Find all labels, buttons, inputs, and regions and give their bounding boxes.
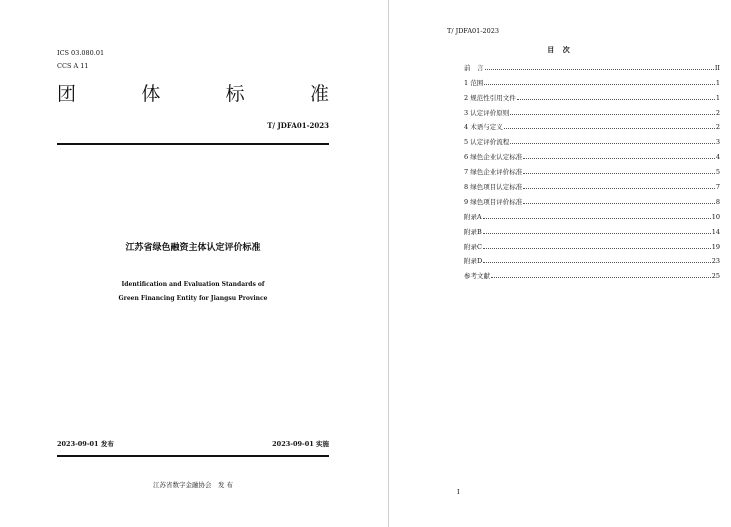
toc-entry[interactable] xyxy=(464,251,720,266)
publisher: 江苏省数字金融协会 发 布 xyxy=(152,481,234,489)
toc-entry[interactable] xyxy=(464,131,720,146)
toc-leader xyxy=(523,173,715,174)
toc-entry-page: 7 xyxy=(715,183,720,192)
toc-entry-label: 4 术语与定义 xyxy=(464,123,503,132)
table-of-contents xyxy=(464,57,720,280)
toc-entry[interactable] xyxy=(464,161,720,176)
toc-entry[interactable] xyxy=(464,57,720,72)
standard-number: T/ JDFA01-2023 xyxy=(267,121,329,130)
toc-entry-label: 附录B xyxy=(464,227,482,236)
toc-leader xyxy=(483,218,711,219)
toc-entry[interactable] xyxy=(464,265,720,280)
toc-leader xyxy=(510,143,715,144)
toc-leader xyxy=(485,69,714,70)
toc-entry-page: II xyxy=(714,63,720,72)
toc-entry-label: 2 规范性引用文件 xyxy=(464,93,516,102)
toc-entry[interactable] xyxy=(464,191,720,206)
document-type-char: 标 xyxy=(225,83,245,105)
toc-leader xyxy=(504,128,715,129)
toc-entry-label: 3 认定评价原则 xyxy=(464,108,510,117)
toc-title: 目 次 xyxy=(547,46,573,54)
document-type-heading xyxy=(57,79,329,106)
toc-leader xyxy=(483,233,711,234)
implement-date: 2023-09-01 实施 xyxy=(272,440,329,448)
top-rule xyxy=(57,143,329,145)
toc-entry-page: 10 xyxy=(711,212,720,221)
toc-entry-label: 9 绿色项目评价标准 xyxy=(464,197,523,206)
toc-leader xyxy=(523,203,715,204)
toc-entry[interactable] xyxy=(464,117,720,132)
toc-leader xyxy=(523,158,715,159)
title-english-line: Identification and Evaluation Standards of xyxy=(121,281,265,288)
toc-leader xyxy=(523,188,715,189)
toc-entry[interactable] xyxy=(464,221,720,236)
toc-entry-label: 1 范围 xyxy=(464,78,484,87)
toc-entry-page: 1 xyxy=(715,93,720,102)
toc-leader xyxy=(483,248,711,249)
toc-entry-label: 6 绿色企业认定标准 xyxy=(464,153,523,162)
toc-entry-page: 19 xyxy=(711,242,720,251)
publish-date: 2023-09-01 发布 xyxy=(57,440,114,448)
toc-leader xyxy=(517,99,715,100)
ics-code: ICS 03.080.01 xyxy=(57,49,105,57)
toc-entry-label: 附录A xyxy=(464,212,482,221)
toc-entry-label: 参考文献 xyxy=(464,272,490,281)
bottom-rule xyxy=(57,455,329,457)
document-type-char: 团 xyxy=(57,83,77,105)
toc-entry-page: 2 xyxy=(715,123,720,132)
toc-entry[interactable] xyxy=(464,72,720,87)
toc-page xyxy=(389,0,731,527)
toc-entry[interactable] xyxy=(464,146,720,161)
toc-entry-page: 3 xyxy=(715,138,720,147)
page-number: I xyxy=(457,488,460,496)
toc-entry[interactable] xyxy=(464,236,720,251)
title-english-line: Green Financing Entity for Jiangsu Province xyxy=(118,295,268,302)
toc-entry[interactable] xyxy=(464,87,720,102)
toc-entry[interactable] xyxy=(464,102,720,117)
running-header: T/ JDFA01-2023 xyxy=(447,27,500,35)
toc-entry-label: 附录C xyxy=(464,242,482,251)
ccs-code: CCS A 11 xyxy=(57,62,89,70)
title-english xyxy=(57,278,329,306)
toc-leader xyxy=(483,262,711,263)
toc-entry-label: 7 绿色企业评价标准 xyxy=(464,168,523,177)
toc-entry[interactable] xyxy=(464,206,720,221)
document-type-char: 体 xyxy=(141,83,161,105)
toc-entry-page: 5 xyxy=(715,168,720,177)
toc-entry-page: 1 xyxy=(715,78,720,87)
toc-entry-label: 8 绿色项目认定标准 xyxy=(464,183,523,192)
toc-entry-page: 23 xyxy=(711,257,720,266)
toc-entry-page: 8 xyxy=(715,197,720,206)
toc-entry-label: 5 认定评价流程 xyxy=(464,138,510,147)
toc-entry-page: 4 xyxy=(715,153,720,162)
toc-entry-label: 前 言 xyxy=(464,63,484,72)
toc-entry-page: 25 xyxy=(711,272,720,281)
toc-leader xyxy=(491,277,711,278)
toc-entry-label: 附录D xyxy=(464,257,483,266)
title-chinese: 江苏省绿色融资主体认定评价标准 xyxy=(125,243,261,253)
toc-leader xyxy=(484,84,715,85)
toc-leader xyxy=(510,114,715,115)
toc-entry-page: 2 xyxy=(715,108,720,117)
toc-entry-page: 14 xyxy=(711,227,720,236)
toc-entry[interactable] xyxy=(464,176,720,191)
document-type-char: 准 xyxy=(309,83,329,105)
